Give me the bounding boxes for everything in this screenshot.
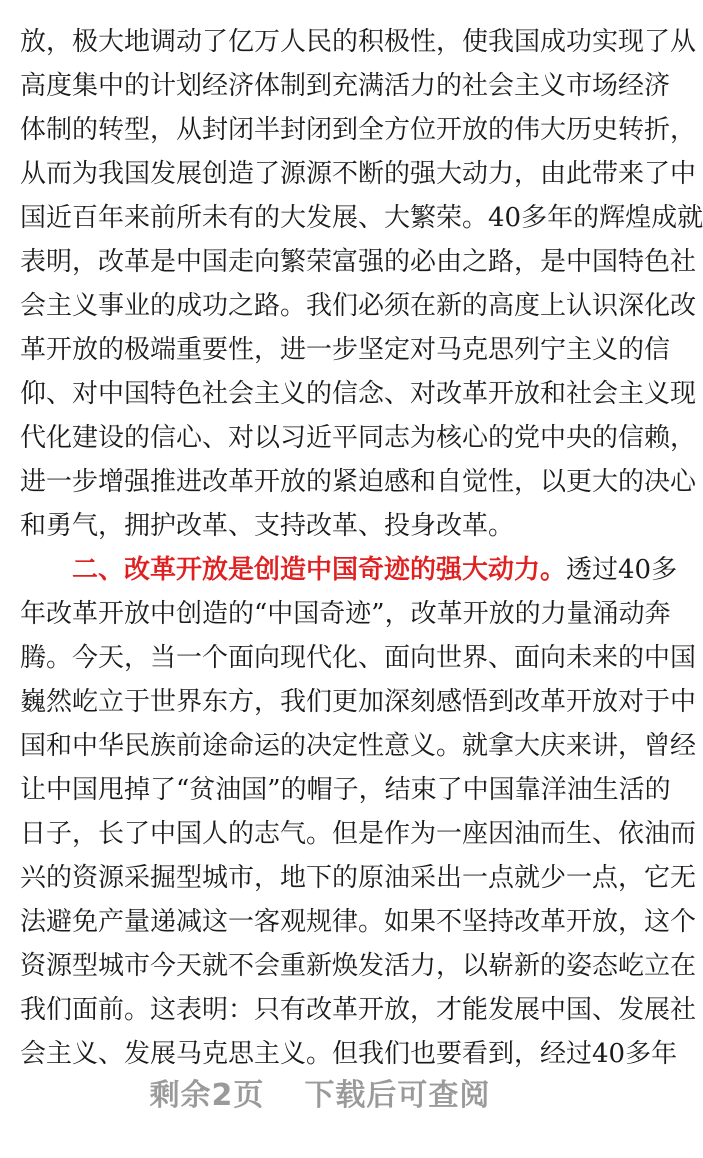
- download-to-view-label: 下载后可查阅: [304, 1078, 491, 1113]
- paragraph-line: 表明，改革是中国走向繁荣富强的必由之路，是中国特色社: [20, 247, 697, 277]
- paragraph-line: 放，极大地调动了亿万人民的积极性，使我国成功实现了从: [20, 27, 697, 57]
- paragraph-line: 仰、对中国特色社会主义的信念、对改革开放和社会主义现: [20, 379, 697, 409]
- section-heading-line: [72, 548, 678, 592]
- paragraph-line: 会主义、发展马克思主义。但我们也要看到，经过40多年: [20, 1039, 678, 1069]
- paragraph-line: 国近百年来前所未有的大发展、大繁荣。40多年的辉煌成就: [20, 203, 703, 233]
- paragraph-line: 革开放的极端重要性，进一步坚定对马克思列宁主义的信: [20, 335, 671, 365]
- paragraph-line: 我们面前。这表明：只有改革开放，才能发展中国、发展社: [20, 995, 697, 1025]
- paragraph-line: 体制的转型，从封闭半封闭到全方位开放的伟大历史转折，: [20, 115, 697, 145]
- download-prompt[interactable]: [0, 1070, 640, 1114]
- paragraph-line: 和勇气，拥护改革、支持改革、投身改革。: [20, 511, 515, 541]
- paragraph-line: 从而为我国发展创造了源源不断的强大动力，由此带来了中: [20, 159, 697, 189]
- paragraph-line: 巍然屹立于世界东方，我们更加深刻感悟到改革开放对于中: [20, 687, 697, 717]
- paragraph-line: 日子，长了中国人的志气。但是作为一座因油而生、依油而: [20, 819, 697, 849]
- paragraph-line: 法避免产量递减这一客观规律。如果不坚持改革开放，这个: [20, 907, 697, 937]
- paragraph-line: 会主义事业的成功之路。我们必须在新的高度上认识深化改: [20, 291, 697, 321]
- paragraph-line: 高度集中的计划经济体制到充满活力的社会主义市场经济: [20, 71, 671, 101]
- heading-line-rest: 透过40多: [566, 555, 678, 585]
- paragraph-line: 腾。今天，当一个面向现代化、面向世界、面向未来的中国: [20, 643, 697, 673]
- remaining-pages-label: 剩余2页: [149, 1078, 265, 1113]
- paragraph-line: 进一步增强推进改革开放的紧迫感和自觉性，以更大的决心: [20, 467, 697, 497]
- paragraph-line: 资源型城市今天就不会重新焕发活力，以崭新的姿态屹立在: [20, 951, 697, 981]
- paragraph-line: 兴的资源采掘型城市，地下的原油采出一点就少一点，它无: [20, 863, 697, 893]
- paragraph-line: 代化建设的信心、对以习近平同志为核心的党中央的信赖，: [20, 423, 697, 453]
- paragraph-line: 国和中华民族前途命运的决定性意义。就拿大庆来讲，曾经: [20, 731, 697, 761]
- paragraph-line: 年改革开放中创造的“中国奇迹”，改革开放的力量涌动奔: [20, 599, 671, 629]
- section-heading: 二、改革开放是创造中国奇迹的强大动力。: [72, 555, 567, 585]
- paragraph-line: 让中国甩掉了“贫油国”的帽子，结束了中国靠洋油生活的: [20, 775, 671, 805]
